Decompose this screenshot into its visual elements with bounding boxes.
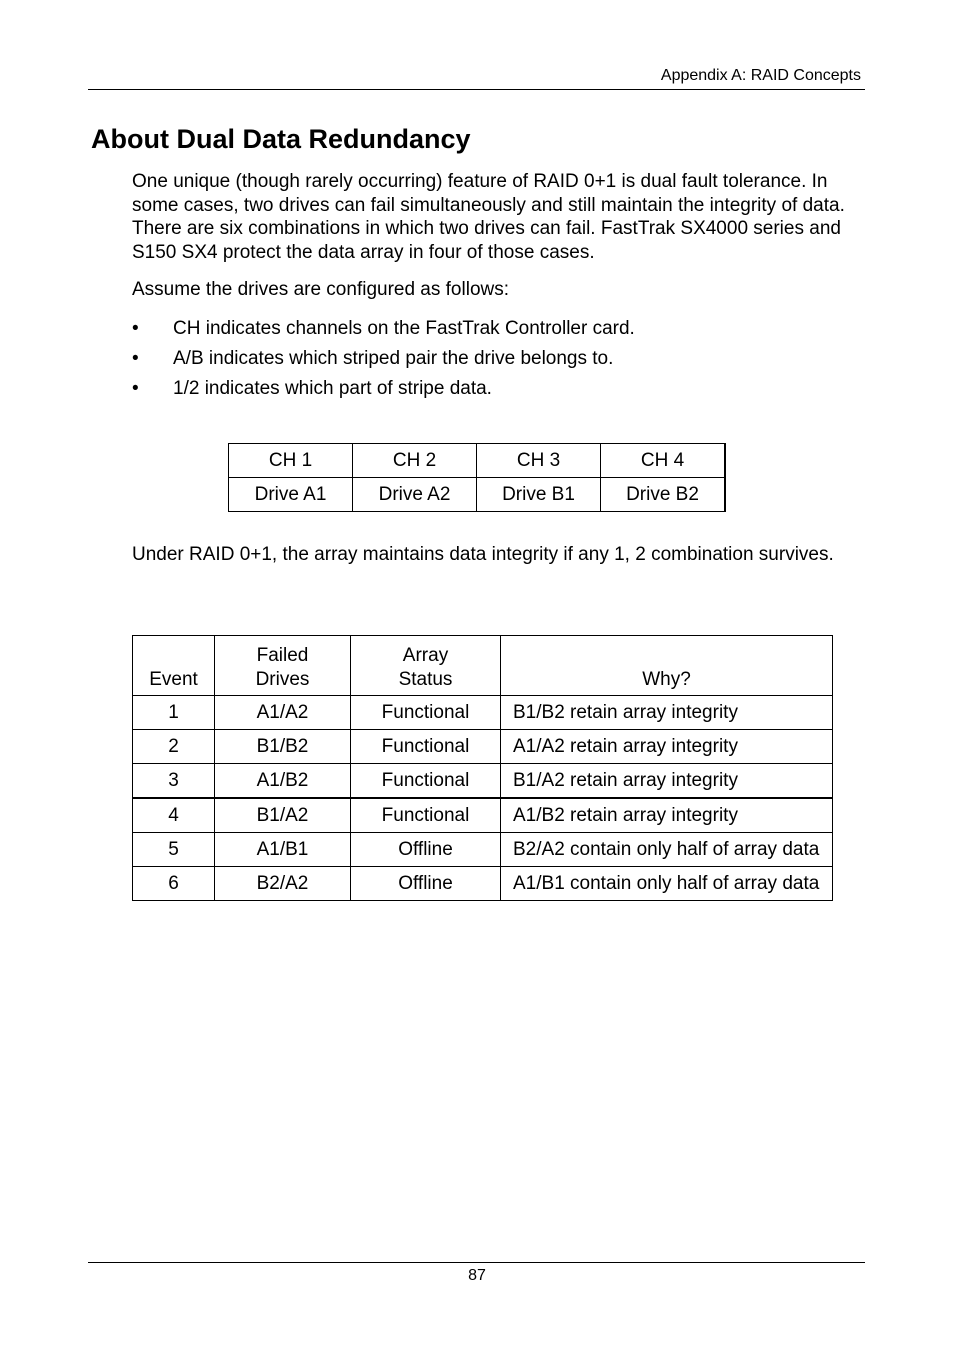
channel-row: [229, 444, 726, 478]
failed-drives-cell: B2/A2: [215, 867, 351, 901]
array-status-cell: Functional: [351, 764, 501, 799]
drive-row: [229, 478, 726, 512]
reason-cell: A1/B2 retain array integrity: [501, 798, 833, 833]
reason-cell: B1/A2 retain array integrity: [501, 764, 833, 799]
reason-cell: B1/B2 retain array integrity: [501, 696, 833, 730]
bullet-icon: •: [132, 318, 139, 339]
integrity-note: Under RAID 0+1, the array maintains data integrity if any 1, 2 combination survives.: [132, 544, 834, 565]
drive-cell: Drive B1: [477, 478, 601, 512]
event-number-cell: 2: [133, 730, 215, 764]
header-array-status: Array Status: [351, 636, 501, 696]
table-row: [133, 730, 833, 764]
event-number-cell: 5: [133, 833, 215, 867]
drive-cell: Drive A1: [229, 478, 353, 512]
table-row: [133, 798, 833, 833]
header-rule: [88, 89, 865, 90]
event-number-cell: 4: [133, 798, 215, 833]
failed-drives-cell: B1/B2: [215, 730, 351, 764]
list-item: • A/B indicates which striped pair the drive belongs to.: [132, 344, 635, 374]
failed-drives-cell: A1/A2: [215, 696, 351, 730]
header-event: Event: [133, 636, 215, 696]
array-status-cell: Offline: [351, 867, 501, 901]
event-number-cell: 1: [133, 696, 215, 730]
table-header-row: [133, 636, 833, 696]
list-item: • CH indicates channels on the FastTrak Controller card.: [132, 314, 635, 344]
list-item: • 1/2 indicates which part of stripe data.: [132, 374, 635, 404]
page-number: 87: [468, 1267, 486, 1284]
channel-cell: CH 2: [353, 444, 477, 478]
table-row: [133, 764, 833, 799]
bullet-icon: •: [132, 378, 139, 399]
channel-cell: CH 3: [477, 444, 601, 478]
table-row: [133, 833, 833, 867]
event-number-cell: 3: [133, 764, 215, 799]
header-why: Why?: [501, 636, 833, 696]
section-title: About Dual Data Redundancy: [91, 124, 471, 154]
reason-cell: A1/A2 retain array integrity: [501, 730, 833, 764]
failure-event-table: [132, 635, 833, 901]
bullet-icon: •: [132, 348, 139, 369]
array-status-cell: Offline: [351, 833, 501, 867]
header-failed-drives: Failed Drives: [215, 636, 351, 696]
assumption-paragraph: Assume the drives are configured as follows:: [132, 279, 510, 300]
running-header: Appendix A: RAID Concepts: [660, 67, 861, 84]
array-status-cell: Functional: [351, 798, 501, 833]
event-number-cell: 6: [133, 867, 215, 901]
failed-drives-cell: B1/A2: [215, 798, 351, 833]
channel-cell: CH 4: [601, 444, 726, 478]
reason-cell: B2/A2 contain only half of array data: [501, 833, 833, 867]
table-row: [133, 867, 833, 901]
footer-rule: [88, 1262, 865, 1263]
reason-cell: A1/B1 contain only half of array data: [501, 867, 833, 901]
array-status-cell: Functional: [351, 730, 501, 764]
failed-drives-cell: A1/B1: [215, 833, 351, 867]
channel-drive-table: [228, 443, 726, 512]
drive-cell: Drive B2: [601, 478, 726, 512]
table-row: [133, 696, 833, 730]
channel-cell: CH 1: [229, 444, 353, 478]
array-status-cell: Functional: [351, 696, 501, 730]
failed-drives-cell: A1/B2: [215, 764, 351, 799]
drive-cell: Drive A2: [353, 478, 477, 512]
intro-paragraph: One unique (though rarely occurring) feature of RAID 0+1 is dual fault tolerance. In some cases, two drives can fail simultaneously and still maintain the integrity of data. There are six combinations in which two drives can fail. FastTrak SX4000 series and S150 SX4 protect the data array in four of those cases.: [132, 171, 845, 263]
configuration-list: [132, 314, 635, 404]
